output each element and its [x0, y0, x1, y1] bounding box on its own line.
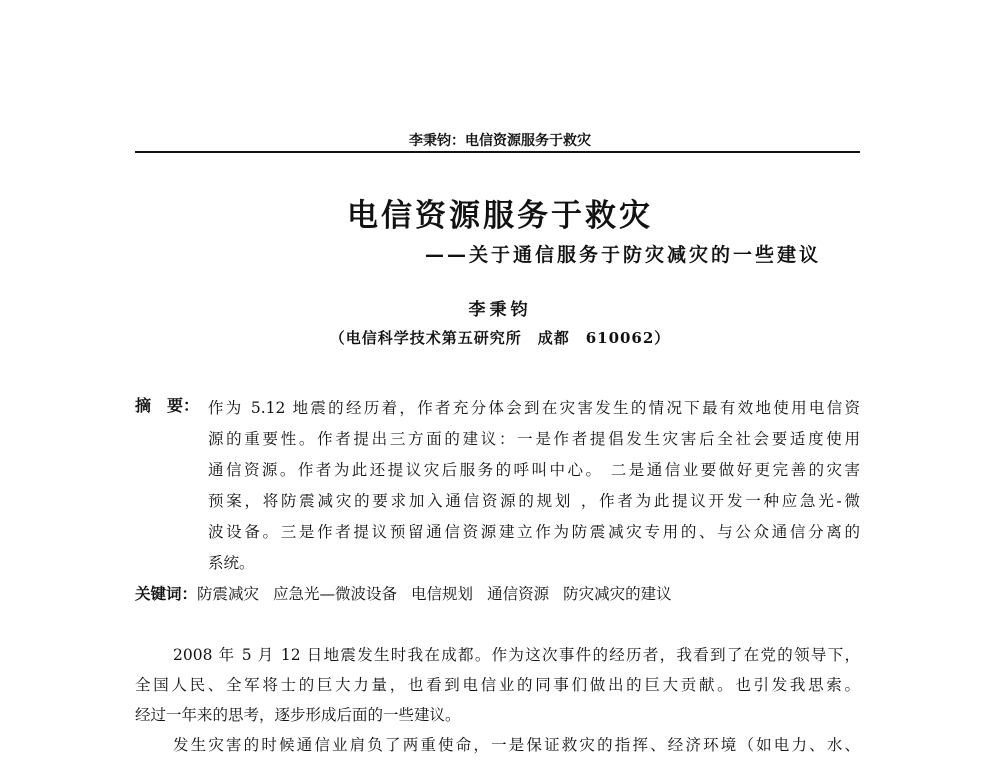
abstract-line: 系统。: [208, 554, 255, 572]
keyword: 应急光—微波设备: [273, 585, 398, 603]
keywords: [135, 582, 686, 604]
keywords-label: 关键词：: [135, 584, 198, 603]
author-affiliation: （电信科学技术第五研究所 成都 610062）: [329, 329, 671, 347]
body-line: 2008 年 5 月 12 日地震发生时我在成都。作为这次事件的经历者，我看到了在党的领导下，: [173, 646, 860, 664]
abstract-line: 预案，将防震减灾的要求加入通信资源的规划 ，作者为此提议开发一种应急光-微: [208, 492, 860, 510]
abstract-label: 摘 要：: [135, 396, 200, 415]
abstract-line: 作为 5.12 地震的经历着，作者充分体会到在灾害发生的情况下最有效地使用电信资: [208, 399, 860, 417]
keyword: 电信规划: [411, 585, 474, 603]
body-line: 经过一年来的思考，逐步形成后面的一些建议。: [135, 706, 461, 724]
keyword: 通信资源: [487, 585, 550, 603]
running-head: 李秉钧：电信资源服务于救灾: [409, 133, 591, 149]
keyword: 防灾减灾的建议: [563, 585, 672, 603]
keyword: 防震减灾: [197, 585, 260, 603]
author-name: 李秉钧: [468, 300, 532, 320]
abstract-line: 波设备。三是作者提议预留通信资源建立作为防震减灾专用的、与公众通信分离的: [208, 523, 860, 541]
abstract-text: [208, 393, 860, 579]
header-rule: [135, 151, 860, 153]
paper-title: 电信资源服务于救灾: [347, 198, 653, 234]
abstract-line: 源的重要性。作者提出三方面的建议：一是作者提倡发生灾害后全社会要适度使用: [208, 430, 860, 448]
body-text: [135, 640, 860, 760]
paper-subtitle: ——关于通信服务于防灾减灾的一些建议: [425, 244, 822, 266]
abstract-line: 通信资源。作者为此还提议灾后服务的呼叫中心。 二是通信业要做好更完善的灾害: [208, 461, 860, 479]
body-line: 全国人民、全军将士的巨大力量，也看到电信业的同事们做出的巨大贡献。也引发我思索。: [135, 676, 860, 694]
body-line: 发生灾害的时候通信业肩负了两重使命，一是保证救灾的指挥、经济环境（如电力、水、: [173, 736, 860, 754]
